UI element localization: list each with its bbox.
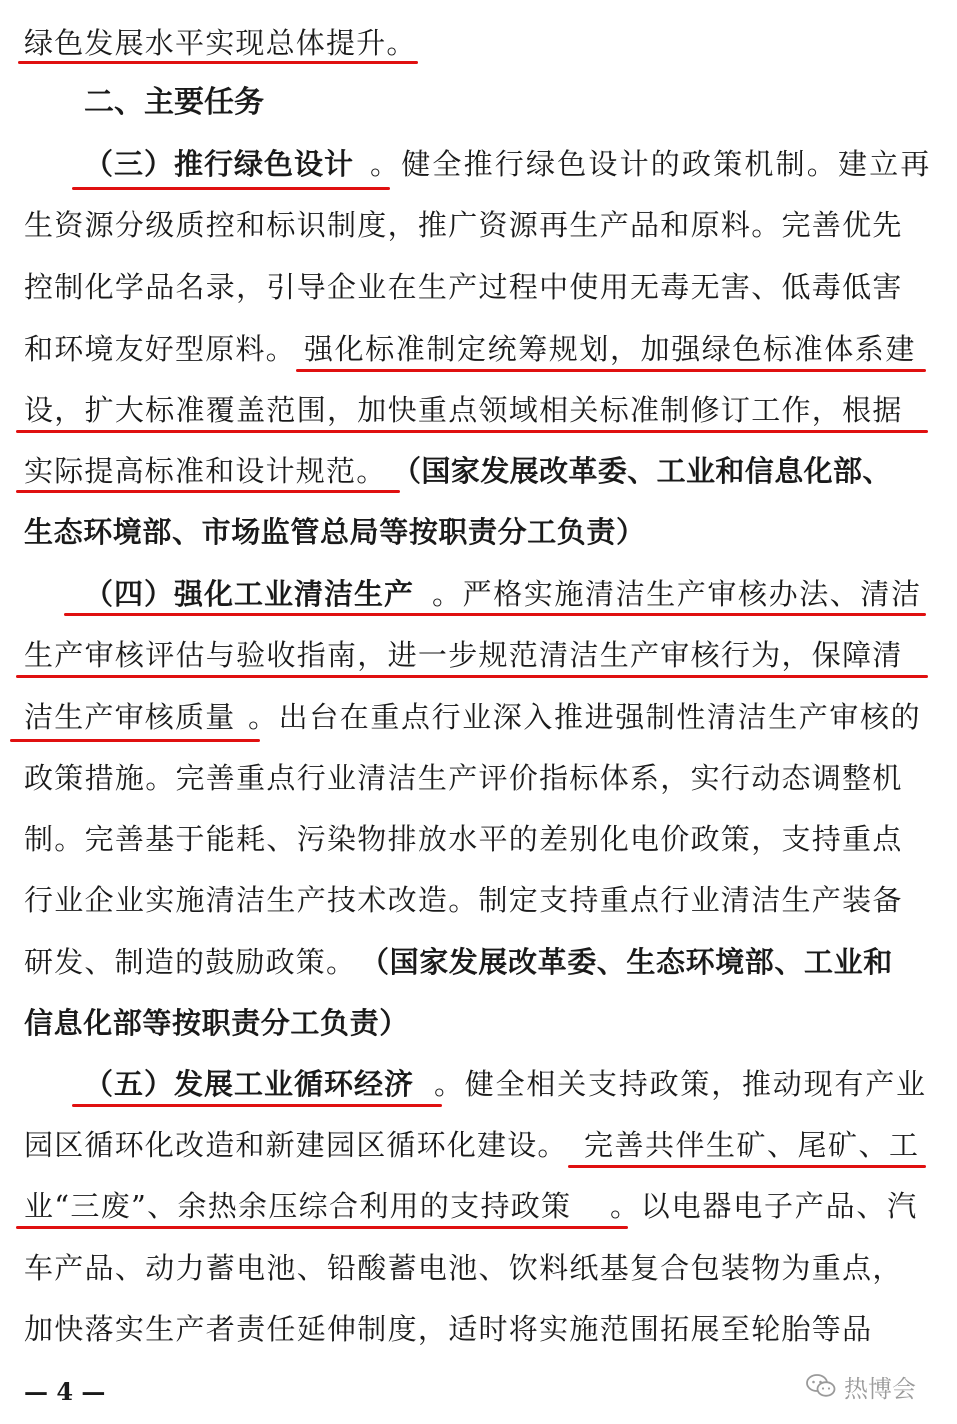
- red-underline: [18, 61, 418, 64]
- paragraph-text: 生资源分级质控和标识制度，推广资源再生产品和原料。完善优先: [24, 208, 903, 242]
- subsection-title: （四）强化工业清洁生产: [84, 577, 415, 611]
- paragraph-text: 研发、制造的鼓励政策。: [24, 945, 357, 979]
- paragraph-text: 洁生产审核质量: [24, 700, 236, 734]
- paragraph-text: 。出台在重点行业深入推进强制性清洁生产审核的: [248, 700, 922, 734]
- paragraph-text: 控制化学品名录，引导企业在生产过程中使用无毒无害、低毒低害: [24, 270, 903, 304]
- paragraph-text: 绿色发展水平实现总体提升。: [24, 26, 417, 60]
- paragraph-text: 设，扩大标准覆盖范围，加快重点领域相关标准制修订工作，根据: [24, 393, 903, 427]
- red-underline: [568, 1165, 926, 1168]
- paragraph-text: 加快落实生产者责任延伸制度，适时将实施范围拓展至轮胎等品: [24, 1312, 873, 1346]
- watermark-text: 热博会: [844, 1374, 916, 1403]
- red-underline: [64, 613, 926, 616]
- paragraph-text: 园区循环化改造和新建园区循环化建设。: [24, 1128, 568, 1162]
- page-number: — 4 —: [24, 1377, 106, 1406]
- red-underline: [16, 1226, 628, 1229]
- text-line: [0, 992, 957, 1054]
- responsibility-note: （国家发展改革委、工业和信息化部、: [392, 454, 892, 488]
- paragraph-text: 业“三废”、余热余压综合利用的支持政策: [24, 1189, 572, 1223]
- text-line: [0, 194, 957, 256]
- wechat-icon: [806, 1373, 836, 1399]
- text-line: [0, 747, 957, 809]
- text-line: [0, 869, 957, 931]
- paragraph-text: 强化标准制定统筹规划，加强绿色标准体系建: [304, 332, 917, 366]
- text-line: [0, 931, 957, 993]
- watermark: [806, 1366, 916, 1406]
- text-line: [0, 1298, 957, 1360]
- red-underline: [16, 430, 928, 433]
- text-line: [0, 1237, 957, 1299]
- text-line: [0, 256, 957, 318]
- red-underline: [10, 739, 260, 742]
- paragraph-text: 政策措施。完善重点行业清洁生产评价指标体系，实行动态调整机: [24, 761, 903, 795]
- responsibility-note: 信息化部等按职责分工负责）: [24, 1006, 409, 1040]
- red-underline: [16, 675, 928, 678]
- red-underline: [72, 187, 390, 190]
- text-line: [0, 12, 957, 74]
- paragraph-text: 。健全相关支持政策，推动现有产业: [434, 1067, 927, 1101]
- red-underline: [72, 1104, 442, 1107]
- red-underline: [16, 490, 400, 493]
- subsection-title: （三）推行绿色设计: [84, 147, 355, 181]
- paragraph-text: 生产审核评估与验收指南，进一步规范清洁生产审核行为，保障清: [24, 638, 903, 672]
- paragraph-text: 完善共伴生矿、尾矿、工: [584, 1128, 920, 1162]
- paragraph-text: 。健全推行绿色设计的政策机制。建立再: [370, 147, 932, 181]
- responsibility-note: 生态环境部、市场监管总局等按职责分工负责）: [24, 515, 646, 549]
- subsection-title: （五）发展工业循环经济: [84, 1067, 415, 1101]
- paragraph-text: 和环境友好型原料。: [24, 332, 296, 366]
- paragraph-text: 行业企业实施清洁生产技术改造。制定支持重点行业清洁生产装备: [24, 883, 903, 917]
- paragraph-text: 车产品、动力蓄电池、铅酸蓄电池、饮料纸基复合包装物为重点，: [24, 1251, 903, 1285]
- responsibility-note: （国家发展改革委、生态环境部、工业和: [360, 945, 893, 979]
- paragraph-text: 实际提高标准和设计规范。: [24, 454, 387, 488]
- paragraph-text: 。以电器电子产品、汽: [610, 1189, 919, 1223]
- red-underline: [296, 369, 926, 372]
- paragraph-text: 制。完善基于能耗、污染物排放水平的差别化电价政策，支持重点: [24, 822, 903, 856]
- text-line: [0, 501, 957, 563]
- section-heading: 二、主要任务: [84, 85, 264, 120]
- text-line: [0, 808, 957, 870]
- text-line: [0, 133, 957, 195]
- paragraph-text: 。严格实施清洁生产审核办法、清洁: [432, 577, 922, 611]
